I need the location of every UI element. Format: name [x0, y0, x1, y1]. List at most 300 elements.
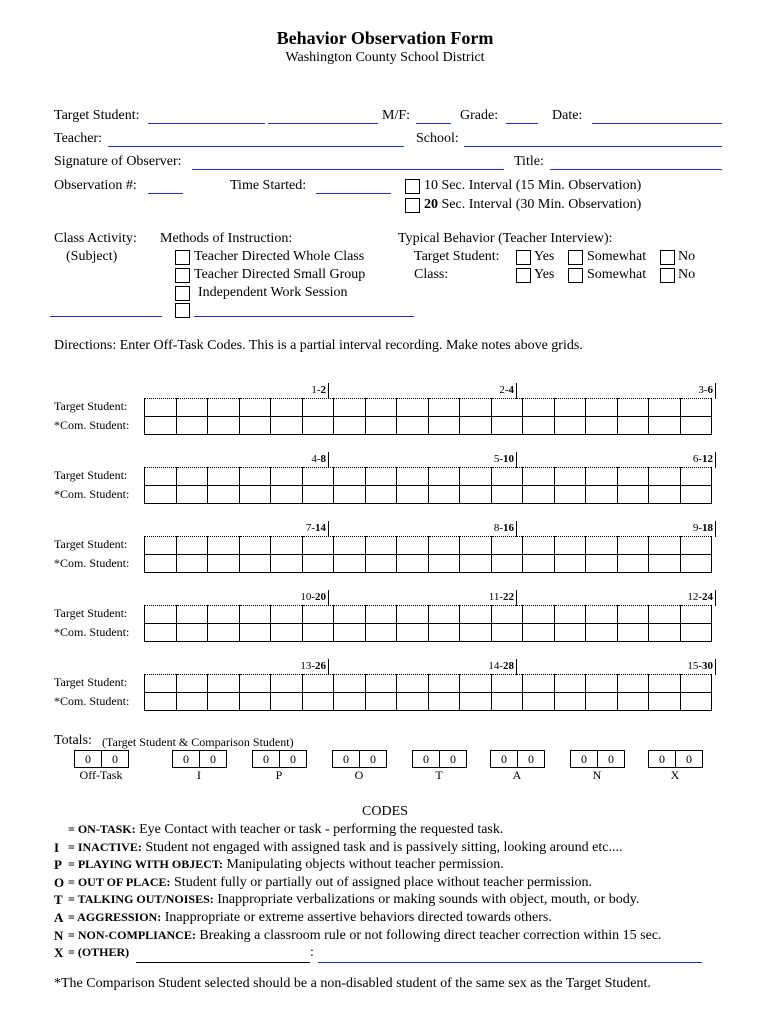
grid-cell[interactable] — [460, 537, 492, 555]
marker-interval: 28 — [503, 660, 514, 672]
grid-cell[interactable] — [649, 693, 681, 711]
grid-cell[interactable] — [617, 468, 649, 486]
grid-cell[interactable] — [680, 417, 712, 435]
total-comparison-value[interactable]: 0 — [359, 751, 386, 767]
grid-row-target — [145, 675, 712, 693]
grid-cell[interactable] — [617, 555, 649, 573]
code-description: Eye Contact with teacher or task - performing the requested task. — [135, 822, 504, 837]
grid-cell[interactable] — [523, 399, 555, 417]
grid-cell[interactable] — [365, 606, 397, 624]
target-student-last-field[interactable] — [268, 123, 378, 124]
grid-cell[interactable] — [208, 606, 240, 624]
code-key: = ON-TASK: — [68, 822, 136, 836]
grid-cell[interactable] — [397, 555, 429, 573]
grid-cell[interactable] — [145, 606, 177, 624]
codes-title: CODES — [362, 804, 408, 819]
signature-field[interactable] — [192, 169, 504, 170]
grid-cell[interactable] — [176, 468, 208, 486]
grid-cell[interactable] — [334, 675, 366, 693]
grid-cell[interactable] — [239, 486, 271, 504]
method-independent-checkbox[interactable] — [175, 286, 190, 301]
grid-cell[interactable] — [491, 624, 523, 642]
grid-cell[interactable] — [334, 537, 366, 555]
code-item — [68, 857, 504, 873]
grid-cell[interactable] — [586, 555, 618, 573]
grid-cell[interactable] — [460, 417, 492, 435]
interval-20-checkbox[interactable] — [405, 198, 420, 213]
grid-cell[interactable] — [586, 468, 618, 486]
grid-cell[interactable] — [491, 537, 523, 555]
other-code-field[interactable] — [136, 962, 310, 963]
marker-interval: 10 — [503, 453, 514, 465]
teacher-field[interactable] — [108, 146, 404, 147]
total-box[interactable] — [490, 750, 545, 768]
grid-cell[interactable] — [334, 555, 366, 573]
grid-cell[interactable] — [649, 537, 681, 555]
directions-text: Directions: Enter Off-Task Codes. This is a partial interval recording. Make notes above grids. — [54, 338, 583, 353]
marker-minute: 8- — [493, 522, 503, 534]
grid-cell[interactable] — [302, 399, 334, 417]
grid-cell[interactable] — [145, 468, 177, 486]
code-item — [68, 840, 622, 856]
total-target-value[interactable]: 0 — [183, 752, 189, 766]
target-no-label: No — [678, 249, 696, 264]
grid-cell[interactable] — [586, 675, 618, 693]
grid-cell[interactable] — [397, 624, 429, 642]
grid-cell[interactable] — [491, 399, 523, 417]
grid-cell[interactable] — [271, 555, 303, 573]
grid-cell[interactable] — [239, 675, 271, 693]
grid-cell[interactable] — [428, 624, 460, 642]
marker-interval: 18 — [702, 522, 713, 534]
marker-interval: 12 — [702, 453, 713, 465]
grid-cell[interactable] — [428, 537, 460, 555]
marker-tick — [516, 590, 517, 606]
total-target-value[interactable]: 0 — [263, 752, 269, 766]
grid-cell[interactable] — [334, 417, 366, 435]
grid-cell[interactable] — [397, 486, 429, 504]
other-description-field[interactable] — [318, 962, 702, 963]
grid-cell[interactable] — [617, 693, 649, 711]
teacher-label: Teacher: — [54, 131, 102, 146]
grid-cell[interactable] — [302, 537, 334, 555]
total-box[interactable] — [648, 750, 703, 768]
grid-cell[interactable] — [428, 417, 460, 435]
grid-cell[interactable] — [586, 417, 618, 435]
total-target-value[interactable]: 0 — [423, 752, 429, 766]
grid-cell[interactable] — [208, 693, 240, 711]
total-comparison-value[interactable]: 0 — [279, 751, 306, 767]
code-description: Student fully or partially out of assigned place without teacher permission. — [170, 874, 592, 890]
grid-cell[interactable] — [302, 606, 334, 624]
grid-cell[interactable] — [649, 399, 681, 417]
class-no-checkbox[interactable] — [660, 268, 675, 283]
marker-interval: 4 — [508, 384, 514, 396]
class-activity-field[interactable] — [50, 316, 162, 317]
code-letter: P — [54, 857, 62, 873]
grid-cell[interactable] — [176, 624, 208, 642]
grid-cell[interactable] — [208, 468, 240, 486]
grid-cell[interactable] — [523, 486, 555, 504]
grid-cell[interactable] — [523, 693, 555, 711]
grid-cell[interactable] — [554, 417, 586, 435]
minute-marker — [268, 522, 326, 534]
grid-cell[interactable] — [460, 486, 492, 504]
grid-cell[interactable] — [554, 468, 586, 486]
grid-cell[interactable] — [491, 675, 523, 693]
total-target-value[interactable]: 0 — [501, 752, 507, 766]
grid-row-target — [145, 399, 712, 417]
total-box[interactable] — [172, 750, 227, 768]
grid-cell[interactable] — [586, 693, 618, 711]
grid-cell[interactable] — [649, 675, 681, 693]
grid-cell[interactable] — [397, 417, 429, 435]
total-comparison-value[interactable]: 0 — [199, 751, 226, 767]
grid-cell[interactable] — [334, 468, 366, 486]
grid-cell[interactable] — [491, 417, 523, 435]
minute-marker — [268, 384, 326, 396]
total-box[interactable] — [412, 750, 467, 768]
typical-class-label: Class: — [414, 267, 449, 282]
total-target-value[interactable]: 0 — [659, 752, 665, 766]
grade-field[interactable] — [506, 123, 538, 124]
grid-cell[interactable] — [365, 417, 397, 435]
code-letter: N — [54, 927, 64, 943]
interval-grid — [144, 536, 712, 573]
interval-10-checkbox[interactable] — [405, 179, 420, 194]
grid-cell[interactable] — [365, 537, 397, 555]
grid-cell[interactable] — [649, 606, 681, 624]
grid-cell[interactable] — [649, 555, 681, 573]
observation-number-label: Observation #: — [54, 178, 137, 193]
total-target-value[interactable]: 0 — [581, 752, 587, 766]
grid-cell[interactable] — [239, 468, 271, 486]
grid-cell[interactable] — [145, 486, 177, 504]
target-no-checkbox[interactable] — [660, 250, 675, 265]
grid-cell[interactable] — [239, 555, 271, 573]
grid-cell[interactable] — [649, 417, 681, 435]
grid-cell[interactable] — [617, 624, 649, 642]
grid-cell[interactable] — [145, 693, 177, 711]
grid-cell[interactable] — [271, 606, 303, 624]
marker-tick — [328, 659, 329, 675]
grid-cell[interactable] — [680, 555, 712, 573]
grid-cell[interactable] — [523, 537, 555, 555]
grid-cell[interactable] — [145, 537, 177, 555]
grid-cell[interactable] — [145, 624, 177, 642]
grid-cell[interactable] — [397, 675, 429, 693]
mf-field[interactable] — [416, 123, 451, 124]
grid-cell[interactable] — [239, 399, 271, 417]
minute-marker — [456, 522, 514, 534]
method-whole-class-checkbox[interactable] — [175, 250, 190, 265]
signature-label: Signature of Observer: — [54, 154, 182, 169]
date-field[interactable] — [592, 123, 722, 124]
code-letter: T — [54, 892, 63, 908]
grid-cell[interactable] — [680, 486, 712, 504]
grid-cell[interactable] — [554, 675, 586, 693]
grid-cell[interactable] — [271, 399, 303, 417]
grid-row-comparison — [145, 624, 712, 642]
school-field[interactable] — [464, 146, 722, 147]
grid-cell[interactable] — [208, 486, 240, 504]
total-box[interactable] — [332, 750, 387, 768]
interval-20-text: Sec. Interval (30 Min. Observation) — [438, 197, 642, 212]
grid-cell[interactable] — [302, 675, 334, 693]
grid-cell[interactable] — [271, 624, 303, 642]
grid-cell[interactable] — [554, 486, 586, 504]
code-key: = TALKING OUT/NOISES: — [68, 892, 214, 907]
target-somewhat-checkbox[interactable] — [568, 250, 583, 265]
grid-cell[interactable] — [554, 555, 586, 573]
grid-cell[interactable] — [523, 555, 555, 573]
code-item — [68, 822, 503, 838]
method-other-field[interactable] — [194, 316, 414, 317]
target-yes-label: Yes — [534, 249, 555, 264]
grid-cell[interactable] — [208, 537, 240, 555]
grid-cell[interactable] — [334, 399, 366, 417]
marker-tick — [715, 659, 716, 675]
grid-cell[interactable] — [397, 468, 429, 486]
grid-cell[interactable] — [239, 537, 271, 555]
marker-tick — [516, 452, 517, 468]
grid-cell[interactable] — [302, 417, 334, 435]
class-yes-checkbox[interactable] — [516, 268, 531, 283]
marker-minute: 1- — [311, 384, 321, 396]
grid-cell[interactable] — [428, 693, 460, 711]
grid-cell[interactable] — [208, 555, 240, 573]
marker-tick — [328, 590, 329, 606]
grid-cell[interactable] — [617, 399, 649, 417]
grid-cell[interactable] — [271, 537, 303, 555]
total-code-label: T — [435, 768, 443, 782]
grid-cell[interactable] — [271, 468, 303, 486]
grid-cell[interactable] — [365, 555, 397, 573]
grid-cell[interactable] — [271, 675, 303, 693]
observation-number-field[interactable] — [148, 193, 183, 194]
grid-cell[interactable] — [680, 399, 712, 417]
grid-cell[interactable] — [617, 486, 649, 504]
target-student-first-field[interactable] — [148, 123, 265, 124]
grid-cell[interactable] — [176, 399, 208, 417]
total-comparison-value[interactable]: 0 — [517, 751, 544, 767]
grid-cell[interactable] — [460, 624, 492, 642]
grid-cell[interactable] — [208, 399, 240, 417]
grid-cell[interactable] — [649, 468, 681, 486]
grid-cell[interactable] — [365, 399, 397, 417]
grid-cell[interactable] — [365, 693, 397, 711]
grid-cell[interactable] — [239, 417, 271, 435]
grid-cell[interactable] — [302, 486, 334, 504]
method-small-group-checkbox[interactable] — [175, 268, 190, 283]
grid-row-target — [145, 537, 712, 555]
method-other-checkbox[interactable] — [175, 303, 190, 318]
grid-cell[interactable] — [617, 417, 649, 435]
grid-cell[interactable] — [680, 537, 712, 555]
grid-cell[interactable] — [397, 399, 429, 417]
grid-cell[interactable] — [680, 693, 712, 711]
grid-cell[interactable] — [239, 693, 271, 711]
interval-grid — [144, 605, 712, 642]
grid-cell[interactable] — [460, 555, 492, 573]
grid-cell[interactable] — [460, 693, 492, 711]
total-target-value[interactable]: 0 — [85, 752, 91, 766]
grid-cell[interactable] — [491, 606, 523, 624]
interval-grid — [144, 467, 712, 504]
grid-cell[interactable] — [176, 486, 208, 504]
minute-marker — [655, 522, 713, 534]
grid-cell[interactable] — [239, 624, 271, 642]
marker-tick — [715, 590, 716, 606]
grid-cell[interactable] — [491, 486, 523, 504]
grid-cell[interactable] — [428, 399, 460, 417]
total-comparison-value[interactable]: 0 — [597, 751, 624, 767]
grid-cell[interactable] — [176, 537, 208, 555]
grid-cell[interactable] — [302, 468, 334, 486]
minute-marker — [456, 591, 514, 603]
grid-cell[interactable] — [208, 675, 240, 693]
grid-cell[interactable] — [523, 624, 555, 642]
grid-cell[interactable] — [302, 624, 334, 642]
grid-cell[interactable] — [586, 486, 618, 504]
grid-cell[interactable] — [649, 624, 681, 642]
target-student-label: Target Student: — [54, 108, 140, 123]
total-box[interactable] — [252, 750, 307, 768]
interval-grid — [144, 398, 712, 435]
grid-cell[interactable] — [397, 693, 429, 711]
class-somewhat-checkbox[interactable] — [568, 268, 583, 283]
grid-cell[interactable] — [145, 399, 177, 417]
grid-cell[interactable] — [397, 606, 429, 624]
grid-cell[interactable] — [680, 675, 712, 693]
marker-tick — [328, 452, 329, 468]
page-title: Behavior Observation Form — [276, 28, 494, 48]
grid-cell[interactable] — [145, 417, 177, 435]
grid-cell[interactable] — [586, 399, 618, 417]
grid-cell[interactable] — [302, 555, 334, 573]
marker-tick — [715, 521, 716, 537]
grid-cell[interactable] — [554, 624, 586, 642]
grid-cell[interactable] — [649, 486, 681, 504]
grid-cell[interactable] — [365, 468, 397, 486]
time-started-field[interactable] — [316, 193, 391, 194]
grid-cell[interactable] — [271, 486, 303, 504]
grid-cell[interactable] — [365, 624, 397, 642]
grid-cell[interactable] — [617, 606, 649, 624]
grid-cell[interactable] — [208, 624, 240, 642]
grid-cell[interactable] — [145, 555, 177, 573]
grid-cell[interactable] — [491, 468, 523, 486]
grid-cell[interactable] — [680, 624, 712, 642]
grid-cell[interactable] — [523, 675, 555, 693]
grid-cell[interactable] — [365, 486, 397, 504]
marker-interval: 2 — [320, 384, 326, 396]
total-box[interactable] — [570, 750, 625, 768]
grid-cell[interactable] — [208, 417, 240, 435]
grid-cell[interactable] — [460, 399, 492, 417]
minute-marker — [268, 660, 326, 672]
grid-row-comparison — [145, 555, 712, 573]
total-comparison-value[interactable]: 0 — [439, 751, 466, 767]
grid-cell[interactable] — [334, 486, 366, 504]
grid-cell[interactable] — [428, 555, 460, 573]
code-key: = NON-COMPLIANCE: — [68, 927, 196, 942]
title-label: Title: — [514, 154, 544, 169]
grid-cell[interactable] — [523, 468, 555, 486]
code-letter: I — [54, 839, 60, 855]
code-description: Manipulating objects without teacher permission. — [222, 857, 504, 873]
grid-cell[interactable] — [523, 606, 555, 624]
grid-cell[interactable] — [491, 693, 523, 711]
total-comparison-value[interactable]: 0 — [675, 751, 702, 767]
grid-cell[interactable] — [680, 468, 712, 486]
grid-cell[interactable] — [586, 606, 618, 624]
grid-cell[interactable] — [176, 606, 208, 624]
grid-cell[interactable] — [271, 693, 303, 711]
grid-cell[interactable] — [554, 537, 586, 555]
grid-cell[interactable] — [554, 606, 586, 624]
grid-cell[interactable] — [334, 624, 366, 642]
grid-comparison-label: *Com. Student: — [54, 418, 130, 432]
grid-cell[interactable] — [176, 693, 208, 711]
total-target-value[interactable]: 0 — [343, 752, 349, 766]
grid-cell[interactable] — [617, 675, 649, 693]
target-yes-checkbox[interactable] — [516, 250, 531, 265]
total-comparison-value[interactable]: 0 — [101, 751, 128, 767]
grid-cell[interactable] — [460, 468, 492, 486]
grid-cell[interactable] — [586, 537, 618, 555]
grid-cell[interactable] — [428, 486, 460, 504]
grid-cell[interactable] — [365, 675, 397, 693]
total-code-label: O — [354, 768, 364, 782]
grid-cell[interactable] — [176, 675, 208, 693]
grid-cell[interactable] — [460, 675, 492, 693]
total-code-label: N — [592, 768, 602, 782]
grid-cell[interactable] — [428, 606, 460, 624]
district-name: Washington County School District — [285, 50, 485, 65]
grid-cell[interactable] — [302, 693, 334, 711]
grid-target-label: Target Student: — [54, 399, 128, 413]
grid-cell[interactable] — [617, 537, 649, 555]
grid-cell[interactable] — [554, 399, 586, 417]
grid-cell[interactable] — [586, 624, 618, 642]
grid-cell[interactable] — [239, 606, 271, 624]
grid-cell[interactable] — [271, 417, 303, 435]
grid-cell[interactable] — [491, 555, 523, 573]
marker-minute: 6- — [692, 453, 702, 465]
grid-cell[interactable] — [428, 468, 460, 486]
grid-cell[interactable] — [680, 606, 712, 624]
code-description: Inappropriate or extreme assertive behaviors directed towards others. — [161, 910, 552, 925]
grid-cell[interactable] — [397, 537, 429, 555]
grid-cell[interactable] — [428, 675, 460, 693]
grid-cell[interactable] — [176, 417, 208, 435]
grid-cell[interactable] — [334, 693, 366, 711]
grid-cell[interactable] — [334, 606, 366, 624]
grid-cell[interactable] — [460, 606, 492, 624]
grid-cell[interactable] — [145, 675, 177, 693]
date-label: Date: — [552, 108, 583, 123]
code-letter: X — [54, 945, 64, 961]
grid-comparison-label: *Com. Student: — [54, 625, 130, 639]
title-field[interactable] — [550, 169, 722, 170]
minute-marker — [655, 453, 713, 465]
method-independent-label: Independent Work Session — [198, 285, 348, 300]
total-box[interactable] — [74, 750, 129, 768]
grid-cell[interactable] — [523, 417, 555, 435]
grid-cell[interactable] — [554, 693, 586, 711]
grid-cell[interactable] — [176, 555, 208, 573]
